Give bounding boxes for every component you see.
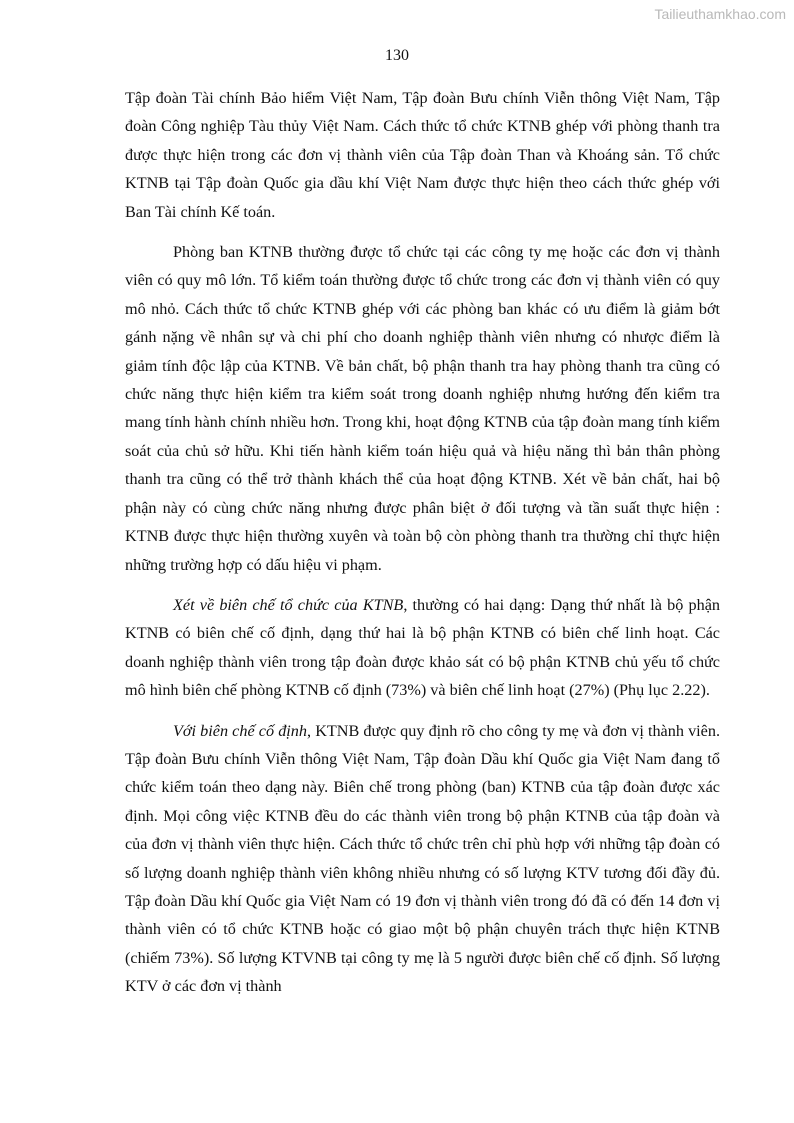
paragraph-4-lead: Với biên chế cố định [173, 721, 307, 740]
page-number: 130 [385, 47, 409, 64]
paragraph-3-text: , thường có hai dạng: Dạng thứ nhất là bộ phận KTNB có biên chế cố định, dạng thứ hai là bộ phận KTNB có biên chế linh hoạt. Các doanh nghiệp thành viên trong tập đoàn được khảo sát có bộ phận KTNB chủ yếu tổ chức mô hình biên chế phòng KTNB cố định (73%) và biên chế linh hoạt (27%) (Phụ lục 2.22). [125, 595, 721, 700]
paragraph-3-lead: Xét về biên chế tổ chức của KTNB [173, 595, 404, 614]
paragraph-3 [125, 591, 720, 705]
paragraph-1: Tập đoàn Tài chính Bảo hiểm Việt Nam, Tập đoàn Bưu chính Viễn thông Việt Nam, Tập đoàn Công nghiệp Tàu thủy Việt Nam. Cách thức tổ chức KTNB ghép với phòng thanh tra được thực hiện trong các đơn vị thành viên của Tập đoàn Than và Khoáng sản. Tổ chức KTNB tại Tập đoàn Quốc gia dầu khí Việt Nam được thực hiện theo cách thức ghép với Ban Tài chính Kế toán. [125, 89, 720, 221]
paragraph-4 [125, 717, 720, 1001]
paragraph-4-text: , KTNB được quy định rõ cho công ty mẹ và đơn vị thành viên. Tập đoàn Bưu chính Viễn thông Việt Nam, Tập đoàn Dầu khí Quốc gia Việt Nam đang tổ chức kiểm toán theo dạng này. Biên chế trong phòng (ban) KTNB của tập đoàn được xác định. Mọi công việc KTNB đều do các thành viên trong bộ phận KTNB của tập đoàn và của đơn vị thành viên thực hiện. Cách thức tổ chức trên chỉ phù hợp với những tập đoàn có số lượng doanh nghiệp thành viên không nhiều nhưng có số lượng KTV tương đối đầy đủ. Tập đoàn Dầu khí Quốc gia Việt Nam có 19 đơn vị thành viên trong đó đã có đến 14 đơn vị thành viên có tổ chức KTNB hoặc có giao một bộ phận chuyên trách thực hiện KTNB (chiếm 73%). Số lượng KTVNB tại công ty mẹ là 5 người được biên chế cố định. Số lượng KTV ở các đơn vị thành [125, 721, 720, 996]
paragraph-2: Phòng ban KTNB thường được tổ chức tại các công ty mẹ hoặc các đơn vị thành viên có quy mô lớn. Tổ kiểm toán thường được tổ chức trong các đơn vị thành viên có quy mô nhỏ. Cách thức tổ chức KTNB ghép với các phòng ban khác có ưu điểm là giảm bớt gánh nặng về nhân sự và chi phí cho doanh nghiệp thành viên nhưng có nhược điểm là giảm tính độc lập của KTNB. Về bản chất, bộ phận thanh tra hay phòng thanh tra cũng có chức năng thực hiện kiểm tra kiểm soát trong doanh nghiệp nhưng hướng đến kiểm tra mang tính hành chính nhiều hơn. Trong khi, hoạt động KTNB của tập đoàn mang tính kiểm soát của chủ sở hữu. Khi tiến hành kiểm toán hiệu quả và hiệu năng thì bản thân phòng thanh tra cũng có thể trở thành khách thể của hoạt động KTNB. Xét về bản chất, hai bộ phận này có cùng chức năng nhưng được phân biệt ở đối tượng và tần suất thực hiện : KTNB được thực hiện thường xuyên và toàn bộ còn phòng thanh tra thường chỉ thực hiện những trường hợp có dấu hiệu vi phạm. [125, 243, 720, 574]
watermark: Tailieuthamkhao.com [654, 6, 786, 22]
document-body [125, 84, 720, 1013]
